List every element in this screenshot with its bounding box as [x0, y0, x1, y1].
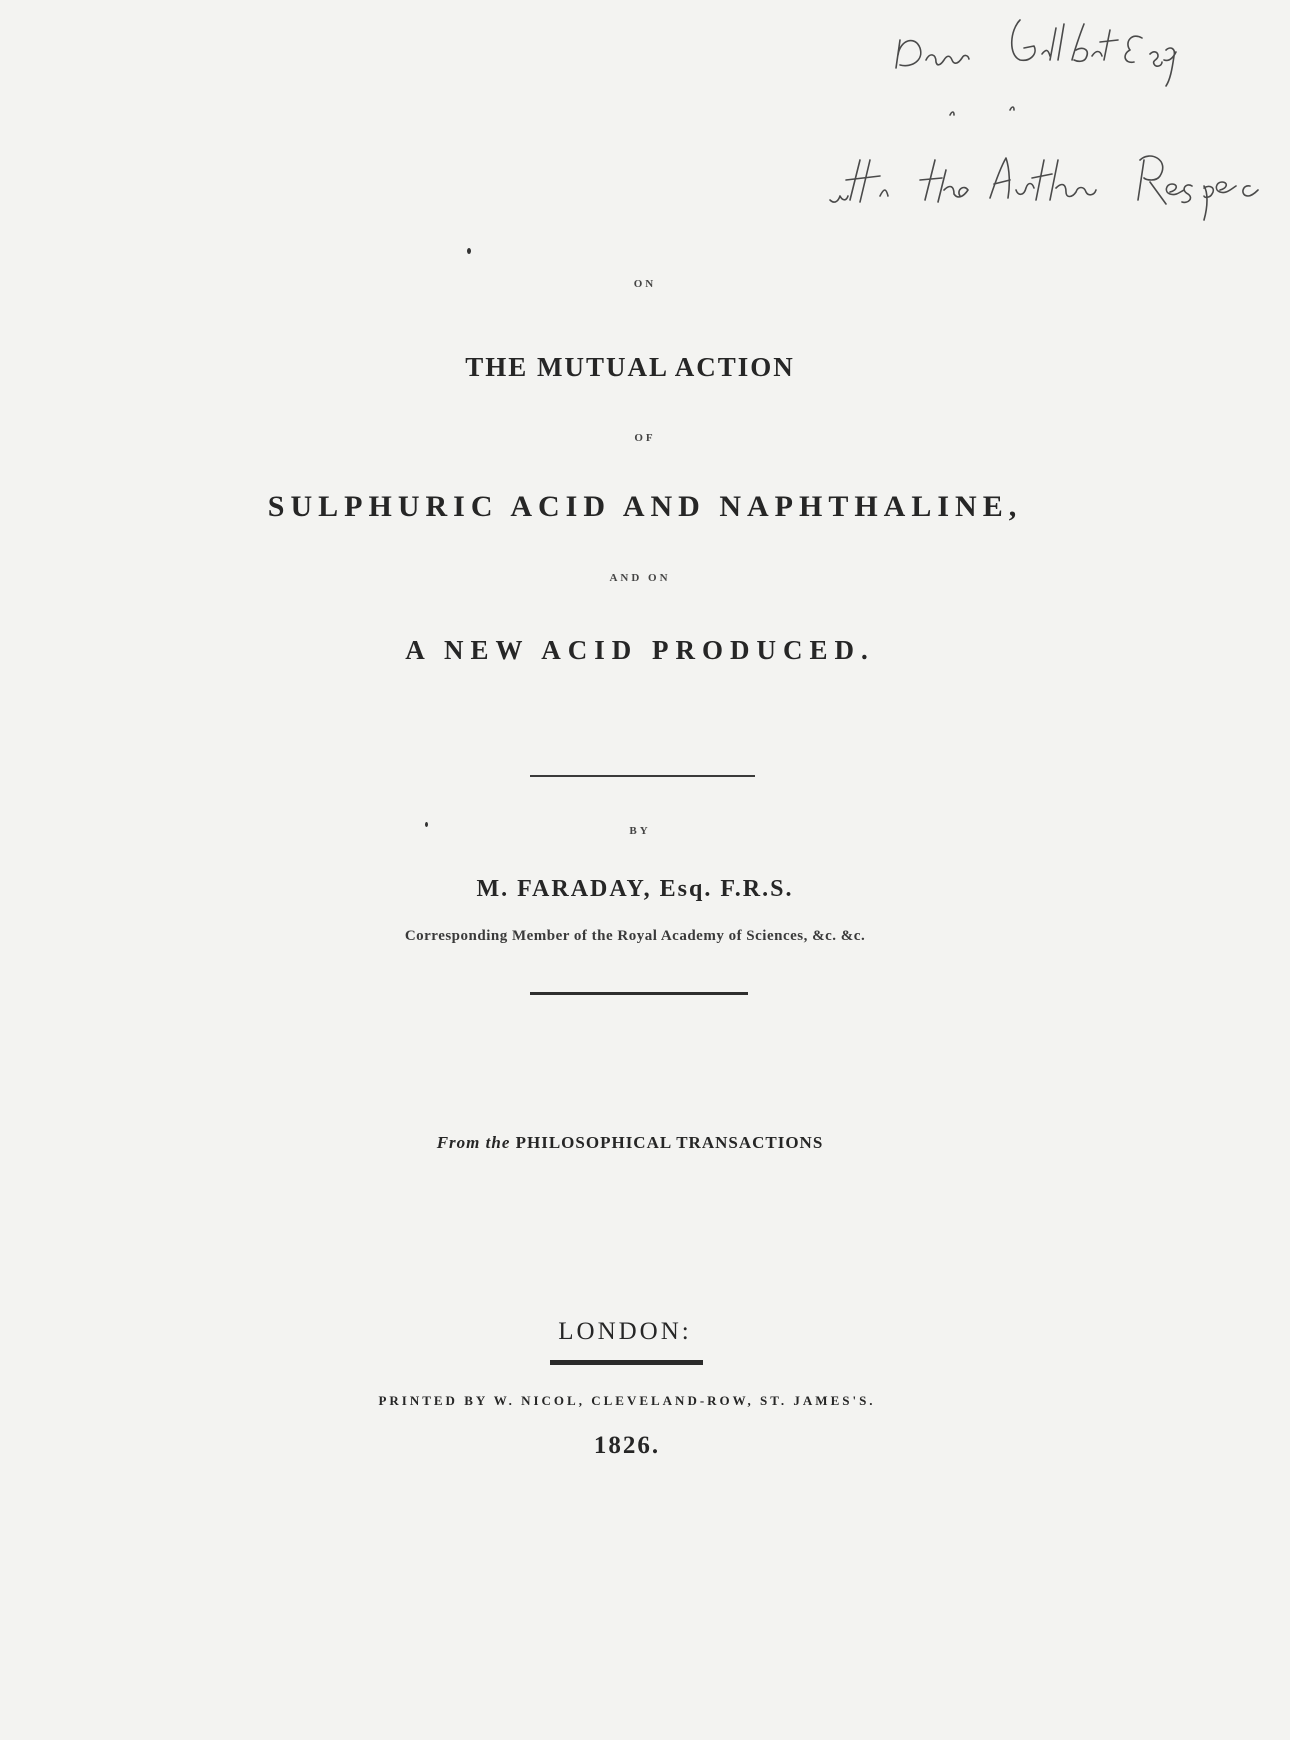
source-line: [437, 1133, 824, 1153]
title-line-2: SULPHURIC ACID AND NAPHTHALINE,: [267, 490, 1023, 523]
print-speck: [425, 822, 428, 827]
imprint-rule: [550, 1360, 703, 1365]
title-line-1: THE MUTUAL ACTION: [465, 352, 795, 382]
divider-rule: [530, 775, 755, 777]
title-connector-and-on: AND ON: [609, 572, 671, 584]
title-connector-of: OF: [634, 432, 656, 444]
handwritten-inscription: [820, 10, 1290, 230]
title-connector-on: ON: [633, 278, 657, 290]
byline-connector: BY: [629, 825, 651, 837]
inscription-signature: [820, 10, 1290, 230]
imprint-year: 1826.: [593, 1432, 661, 1459]
author-credentials: Corresponding Member of the Royal Academy of Sciences, &c. &c.: [404, 928, 866, 944]
title-line-3: A NEW ACID PRODUCED.: [405, 635, 875, 665]
source-prefix: From the: [436, 1133, 511, 1152]
imprint-printer: PRINTED BY W. NICOL, CLEVELAND-ROW, ST. JAMES'S.: [378, 1393, 876, 1408]
imprint-city: LONDON:: [558, 1318, 692, 1345]
divider-rule: [530, 992, 748, 995]
author-name: M. FARADAY, Esq. F.R.S.: [476, 876, 794, 902]
source-publication: PHILOSOPHICAL TRANSACTIONS: [515, 1133, 824, 1152]
print-speck: [467, 248, 471, 254]
